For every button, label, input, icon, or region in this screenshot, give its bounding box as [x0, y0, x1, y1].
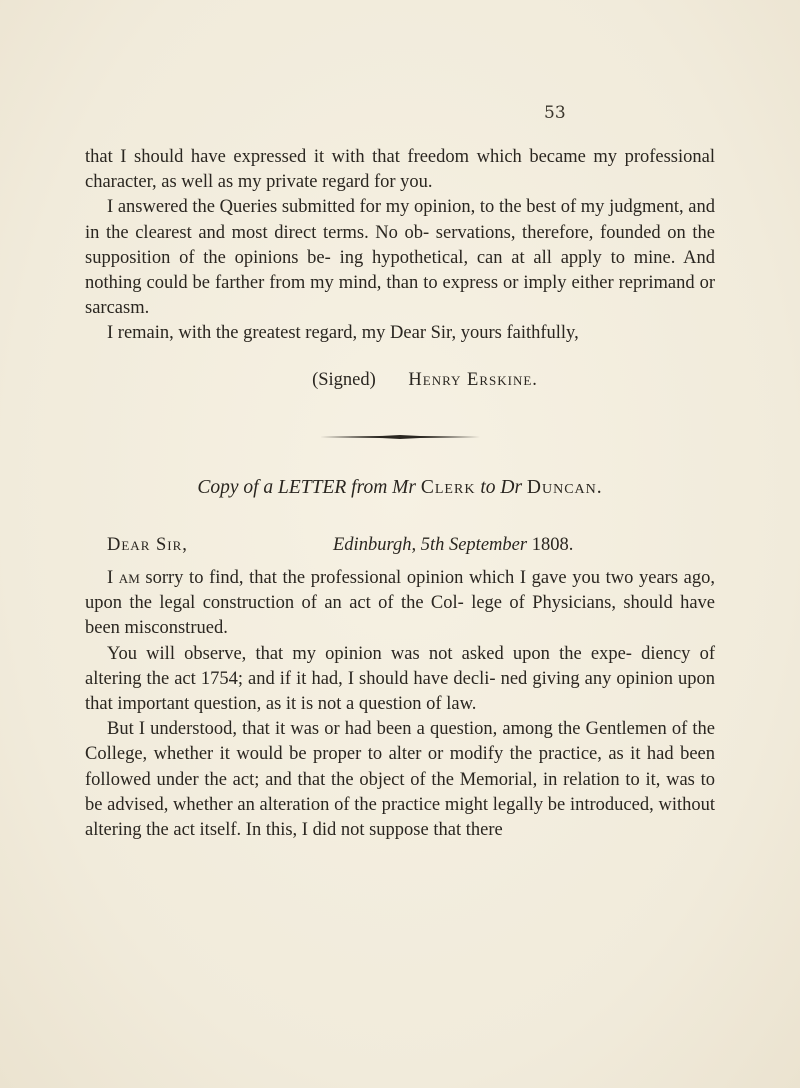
section-divider [320, 435, 480, 439]
paragraph-text: sorry to find, that the professional opinion which I gave you two years ago, upon the legal construction of an act of the Col- lege of Physicians, should have been misconstrued. [85, 568, 715, 639]
letter-body [85, 566, 715, 843]
salutation-row [107, 535, 713, 556]
letter-heading [0, 477, 800, 499]
paragraph: I remain, with the greatest regard, my Dear Sir, yours faithfully, [107, 323, 579, 344]
signature-label: (Signed) [312, 370, 376, 390]
dateline [333, 535, 573, 556]
page-number: 53 [544, 103, 566, 123]
signature-name: Henry Erskine. [408, 370, 538, 390]
paragraph [85, 566, 715, 642]
paragraph: But I understood, that it was or had been a question, among the Gentlemen of the College, whether it would be proper to alter or modify the practice, as it had been followed under the act; and that the object of the Memorial, in relation to it, was to be advised, whether an alteration of the practice might legally be introduced, without altering the act itself. In this, I did not suppose that there [85, 719, 715, 841]
letter-heading-from: Clerk [420, 477, 476, 498]
salutation: Dear Sir, [107, 535, 188, 555]
letter-continuation [85, 145, 715, 347]
letter-heading-to-word: to Dr [480, 477, 523, 498]
letter-heading-to: Duncan. [526, 477, 603, 498]
date-place: Edinburgh, 5th September [333, 535, 528, 555]
date-year: 1808. [531, 535, 574, 555]
letter-heading-prefix: Copy of a LETTER from Mr [197, 477, 416, 498]
first-word: I am [107, 568, 140, 588]
signature-line [0, 370, 800, 391]
paragraph: I answered the Queries submitted for my opinion, to the best of my judgment, and in the clearest and most direct terms. No ob- servations, therefore, founded on the supposition of the opinions be- ing hypothetical, can at all apply to mine. And nothing could be farther from my mind, than to express or imply either reprimand or sarcasm. [85, 197, 715, 319]
paragraph: that I should have expressed it with that freedom which became my professional character, as well as my private regard for you. [85, 147, 715, 193]
paragraph: You will observe, that my opinion was not asked upon the expe- diency of altering the act 1754; and if it had, I should have decli- ned giving any opinion upon that important question, as it is not a question of law. [85, 643, 715, 715]
